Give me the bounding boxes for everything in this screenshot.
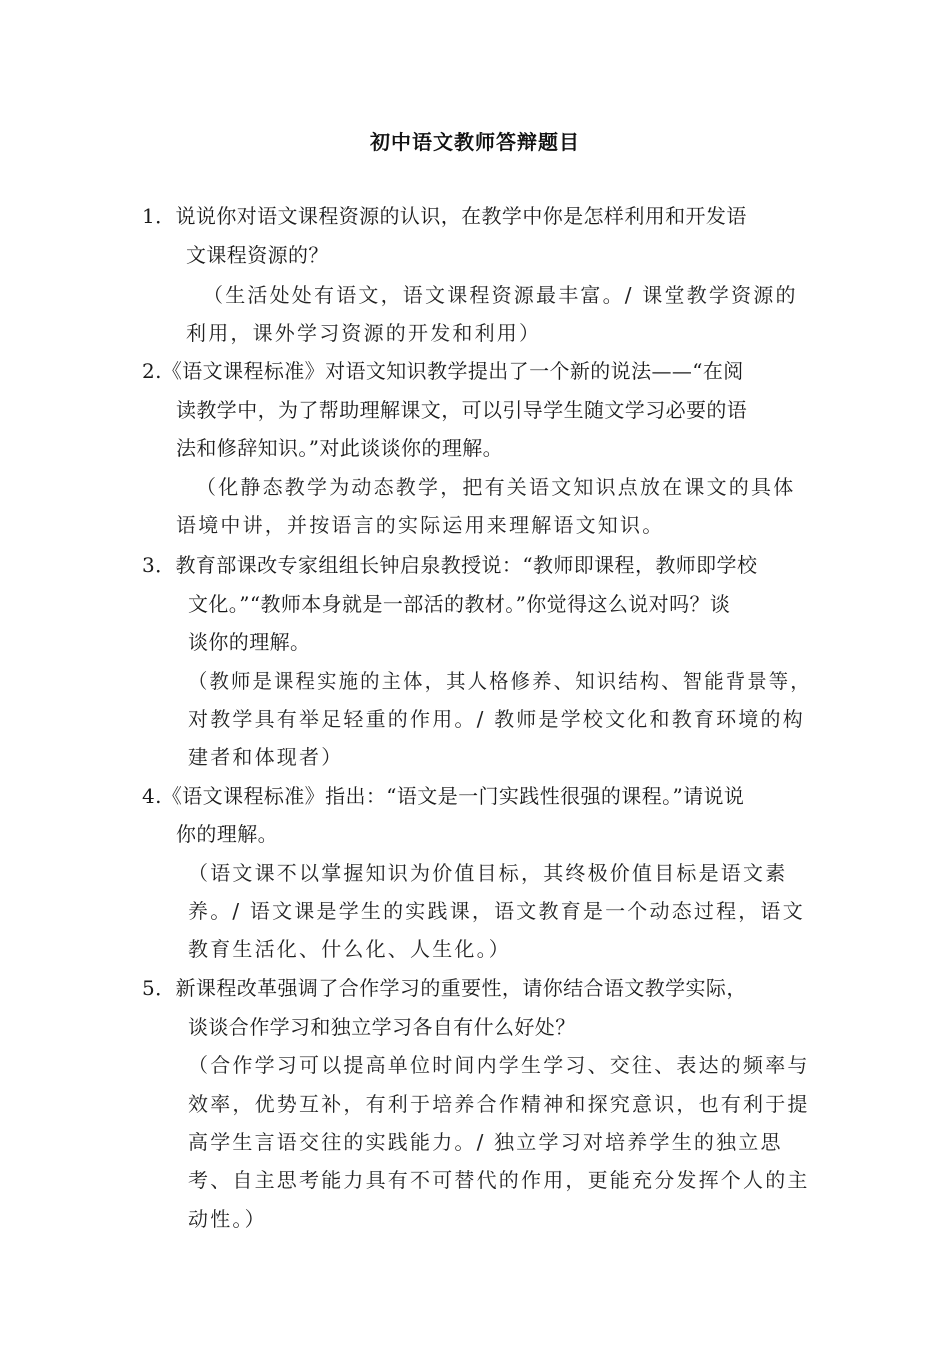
question-1-line-1: 1．说说你对语文课程资源的认识，在教学中你是怎样利用和开发语 <box>142 204 747 228</box>
question-3-line-3: 谈你的理解。 <box>188 630 311 654</box>
answer-5-line-3: 高学生言语交往的实践能力。/ 独立学习对培养学生的独立思 <box>188 1130 783 1154</box>
answer-1-line-2: 利用，课外学习资源的开发和利用） <box>186 321 542 345</box>
answer-4-line-2: 养。/ 语文课是学生的实践课，语文教育是一个动态过程，语文 <box>188 899 805 923</box>
question-2-line-1: 2.《语文课程标准》对语文知识教学提出了一个新的说法——“在阅 <box>142 359 744 383</box>
answer-5-line-2: 效率，优势互补，有利于培养合作精神和探究意识，也有利于提 <box>188 1092 810 1116</box>
document-title: 初中语文教师答辩题目 <box>370 130 580 154</box>
answer-5-line-1: （合作学习可以提高单位时间内学生学习、交往、表达的频率与 <box>188 1053 810 1077</box>
answer-3-line-3: 建者和体现者） <box>188 745 344 769</box>
question-3-line-1: 3．教育部课改专家组组长钟启泉教授说：“教师即课程，教师即学校 <box>142 553 758 577</box>
question-3-line-2: 文化。”“教师本身就是一部活的教材。”你觉得这么说对吗？谈 <box>188 592 731 616</box>
answer-4-line-3: 教育生活化、什么化、人生化。） <box>188 937 511 961</box>
answer-4-line-1: （语文课不以掌握知识为价值目标，其终极价值目标是语文素 <box>188 861 788 885</box>
question-2-line-3: 法和修辞知识。”对此谈谈你的理解。 <box>176 436 504 460</box>
question-1-line-2: 文课程资源的？ <box>186 243 329 267</box>
question-5-line-1: 5．新课程改革强调了合作学习的重要性，请你结合语文教学实际， <box>142 976 747 1000</box>
answer-2-line-1: （化静态教学为动态教学，把有关语文知识点放在课文的具体 <box>196 475 796 499</box>
answer-5-line-5: 动性。） <box>188 1207 267 1231</box>
question-4-line-1: 4.《语文课程标准》指出：“语文是一门实践性很强的课程。”请说说 <box>142 784 745 808</box>
question-4-line-2: 你的理解。 <box>176 822 278 846</box>
answer-2-line-2: 语境中讲，并按语言的实际运用来理解语文知识。 <box>176 513 665 537</box>
answer-5-line-4: 考、自主思考能力具有不可替代的作用，更能充分发挥个人的主 <box>188 1168 810 1192</box>
answer-1-line-1: （生活处处有语文，语文课程资源最丰富。/ 课堂教学资源的 <box>203 283 798 307</box>
question-5-line-2: 谈谈合作学习和独立学习各自有什么好处？ <box>188 1015 576 1039</box>
answer-3-line-1: （教师是课程实施的主体，其人格修养、知识结构、智能背景等， <box>188 669 812 693</box>
answer-3-line-2: 对教学具有举足轻重的作用。/ 教师是学校文化和教育环境的构 <box>188 707 805 731</box>
question-2-line-2: 读教学中，为了帮助理解课文，可以引导学生随文学习必要的语 <box>176 398 748 422</box>
